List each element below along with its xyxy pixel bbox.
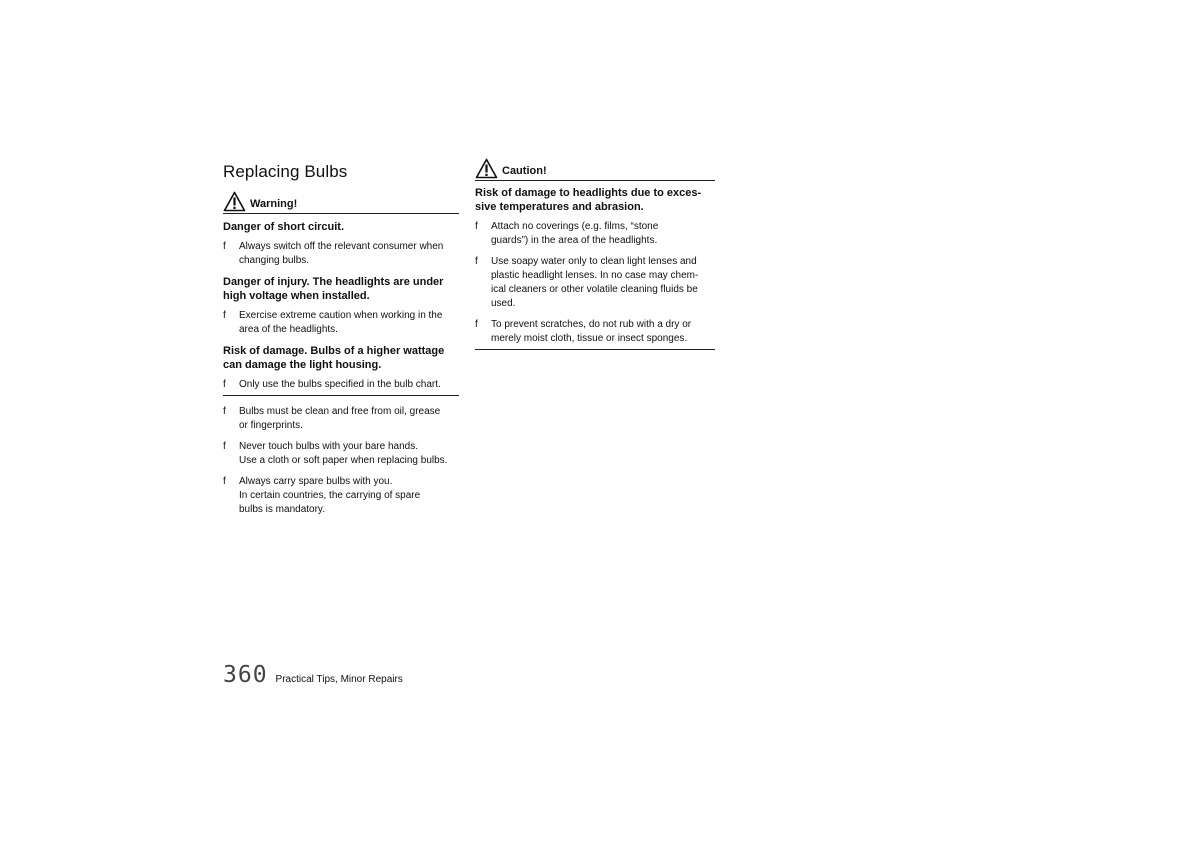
list-item-text: Attach no coverings (e.g. films, “stone guards”) in the area of the headlights. — [491, 221, 659, 246]
list-item-text: Never touch bulbs with your bare hands. Use a cloth or soft paper when replacing bulbs. — [239, 441, 448, 466]
caution-header — [475, 158, 715, 181]
list-item-text: Always switch off the relevant consumer when changing bulbs. — [239, 241, 444, 266]
list-item-text: Only use the bulbs specified in the bulb chart. — [239, 379, 441, 390]
list-item-text: Always carry spare bulbs with you. In certain countries, the carrying of spare bulbs is mandatory. — [239, 476, 421, 515]
list-item — [223, 405, 459, 433]
left-column — [223, 158, 459, 524]
bullet-marker: f — [475, 319, 478, 330]
list-item — [223, 309, 459, 337]
list-item — [475, 318, 715, 346]
list-item — [223, 378, 459, 392]
list-item — [223, 475, 459, 517]
list-item-text: Bulbs must be clean and free from oil, grease or fingerprints. — [239, 406, 441, 431]
bullet-marker: f — [223, 476, 226, 487]
warning-label: Warning! — [250, 198, 298, 210]
list-item — [475, 220, 715, 248]
list-item — [475, 255, 715, 311]
page-footer — [223, 662, 403, 688]
warning-heading-damage: Risk of damage. Bulbs of a higher wattage can damage the light housing. — [223, 345, 445, 371]
bullet-marker: f — [223, 379, 226, 390]
bullet-marker: f — [223, 406, 226, 417]
list-item — [223, 240, 459, 268]
bullet-marker: f — [475, 221, 478, 232]
page-number: 360 — [223, 662, 268, 688]
caution-triangle-icon — [475, 158, 498, 179]
caution-heading: Risk of damage to headlights due to exces- sive temperatures and abrasion. — [475, 187, 702, 213]
warning-end-rule — [223, 395, 459, 396]
page-title: Replacing Bulbs — [223, 162, 348, 181]
bullet-marker: f — [223, 241, 226, 252]
bullet-marker: f — [475, 256, 478, 267]
list-item-text: Use soapy water only to clean light lenses and plastic headlight lenses. In no case may chem- ical cleaners or other volatile cleaning fluids be used. — [491, 256, 699, 309]
warning-header — [223, 191, 459, 214]
warning-heading-short-circuit: Danger of short circuit. — [223, 221, 345, 233]
bullet-marker: f — [223, 310, 226, 321]
section-name: Practical Tips, Minor Repairs — [275, 674, 403, 685]
list-item-text: Exercise extreme caution when working in the area of the headlights. — [239, 310, 443, 335]
warning-heading-injury: Danger of injury. The headlights are under high voltage when installed. — [223, 276, 444, 302]
list-item-text: To prevent scratches, do not rub with a dry or merely moist cloth, tissue or insect sponges. — [491, 319, 692, 344]
right-column — [475, 158, 715, 359]
caution-end-rule — [475, 349, 715, 350]
bullet-marker: f — [223, 441, 226, 452]
caution-label: Caution! — [502, 165, 547, 177]
warning-triangle-icon — [223, 191, 246, 212]
list-item — [223, 440, 459, 468]
